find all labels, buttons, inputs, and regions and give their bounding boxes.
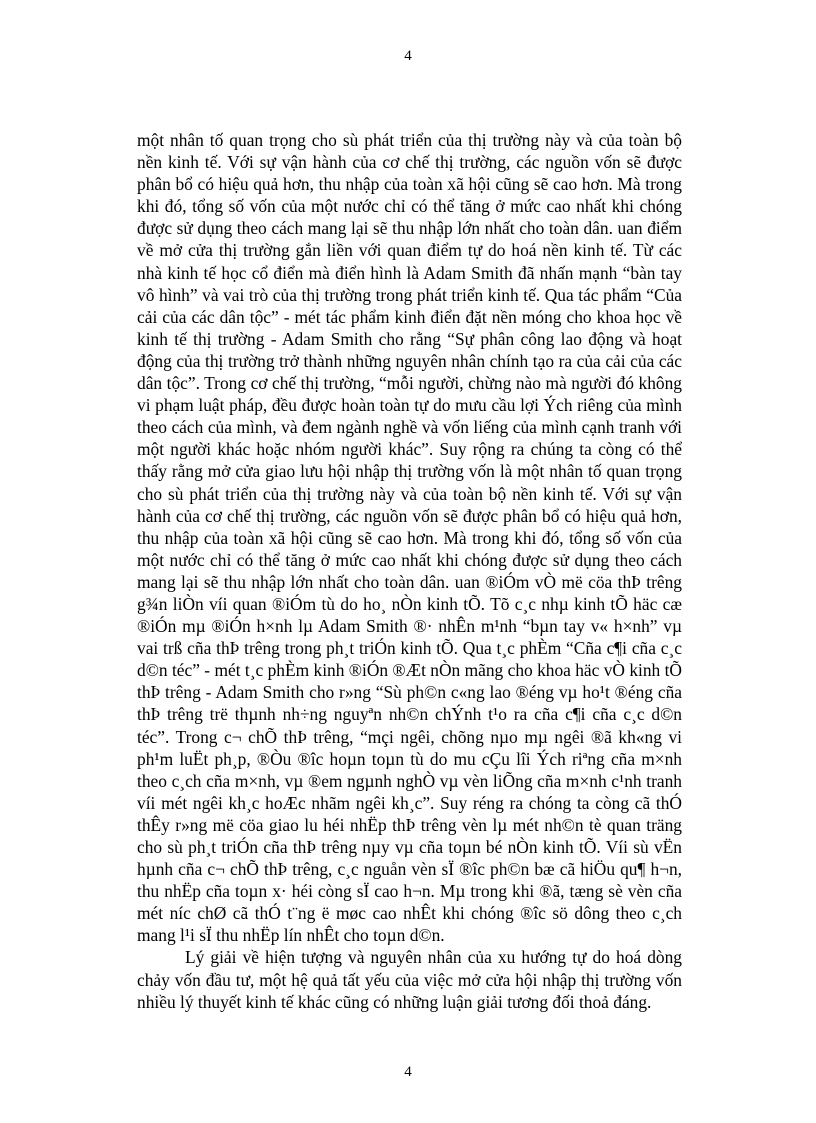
paragraph: một nhân tố quan trọng cho sù phát triển của thị trường này và của toàn bộ nền kinh tế. Với sự vận hành của cơ chế thị trường, các nguồn vốn sẽ được phân bổ có hiệu quả hơn, thu nhập của toàn xã hội cũng sẽ cao hơn. Mà trong khi đó, tổng số vốn của một nước chỉ có thể tăng ở mức cao nhất khi chóng được sử dụng theo cách mang lại sẽ thu nhập lớn nhất cho toàn dân. uan điểm về mở cửa thị trường gắn liền với quan điểm tự do hoá nền kinh tế. Từ các nhà kinh tế học cổ điển mà điển hình là Adam Smith đã nhấn mạnh “bàn tay vô hình” và vai trò của thị trường trong phát triển kinh tế. Qua tác phẩm “Của cải của các dân tộc” - mét tác phẩm kinh điển đặt nền móng cho khoa học về kinh tế thị trường - Adam Smith cho rằng “Sự phân công lao động và hoạt động của thị trường trở thành những nguyên nhân chính tạo ra của cải của các dân tộc”. Trong cơ chế thị trường, “mỗi người, chừng nào mà người đó không vi phạm luật pháp, đều được hoàn toàn tự do mưu cầu lợi Ých riêng của mình theo cách của mình, và đem ngành nghề và vốn liếng của mình cạnh tranh với một người khác hoặc nhóm người khác”. Suy rộng ra chúng ta còng có thể thấy rằng mở cửa giao lưu hội nhập thị trường vốn là một nhân tố quan trọng cho sù phát triển của thị trường này và của toàn bộ nền kinh tế. Với sự vận hành của cơ chế thị trường, các nguồn vốn sẽ được phân bổ có hiệu quả hơn, thu nhập của toàn xã hội cũng sẽ cao hơn. Mà trong khi đó, tổng số vốn của một nước chỉ có thể tăng ở mức cao nhất khi chóng được sử dụng theo cách mang lại sẽ thu nhập lớn nhất cho toàn dân. uan ®iÓm vÒ më cöa thÞ trêng g¾n liÒn víi quan ®iÓm tù do ho¸ nÒn kinh tÕ. Tõ c¸c nhµ kinh tÕ häc cæ ®iÓn mµ ®iÓn h×nh lµ Adam Smith ®· nhÊn m¹nh “bµn tay v« h×nh” vµ vai trß cña thÞ trêng trong ph¸t triÓn kinh tÕ. Qua t¸c phÈm “Cña c¶i cña c¸c d©n téc” - mét t¸c phÈm kinh ®iÓn ®Æt nÒn mãng cho khoa häc vÒ kinh tÕ thÞ trêng - Adam Smith cho r»ng “Sù ph©n c«ng lao ®éng vµ ho¹t ®éng cña thÞ trêng trë thµnh nh÷ng nguyªn nh©n chÝnh t¹o ra cña c¶i cña c¸c d©n téc”. Trong c¬ chÕ thÞ trêng, “mçi ngêi, chõng nµo mµ ngêi ®ã kh«ng vi ph¹m luËt ph¸p, ®Òu ®îc hoµn toµn tù do mu cÇu lîi Ých riªng cña m×nh theo c¸ch cña m×nh, vµ ®em ngµnh nghÒ vµ vèn liÕng cña m×nh c¹nh tranh víi mét ngêi kh¸c hoÆc nhãm ngêi kh¸c”. Suy réng ra chóng ta còng cã thÓ thÊy r»ng më cöa giao lu héi nhËp thÞ trêng vèn lµ mét nh©n tè quan träng cho sù ph¸t triÓn cña thÞ trêng nµy vµ cña toµn bé nÒn kinh tÕ. Víi sù vËn hµnh cña c¬ chÕ thÞ trêng, c¸c nguån vèn sÏ ®îc ph©n bæ cã hiÖu qu¶ h¬n, thu nhËp cña toµn x· héi còng sÏ cao h¬n. Mµ trong khi ®ã, tæng sè vèn cña mét níc chØ cã thÓ t¨ng ë møc cao nhÊt khi chóng ®îc sö dông theo c¸ch mang l¹i sÏ thu nhËp lín nhÊt cho toµn d©n. xyxy=(137,130,682,946)
header-page-number: 4 xyxy=(404,48,412,64)
paragraph: Lý giải về hiện tượng và nguyên nhân của xu hướng tự do hoá dòng chảy vốn đầu tư, một hệ quả tất yếu của việc mở cửa hội nhập thị trường vốn nhiều lý thuyết kinh tế khác cũng có những luận giải tương đối thoả đáng. xyxy=(137,947,682,1012)
footer-page-number: 4 xyxy=(404,1064,412,1080)
document-body xyxy=(137,129,682,1013)
